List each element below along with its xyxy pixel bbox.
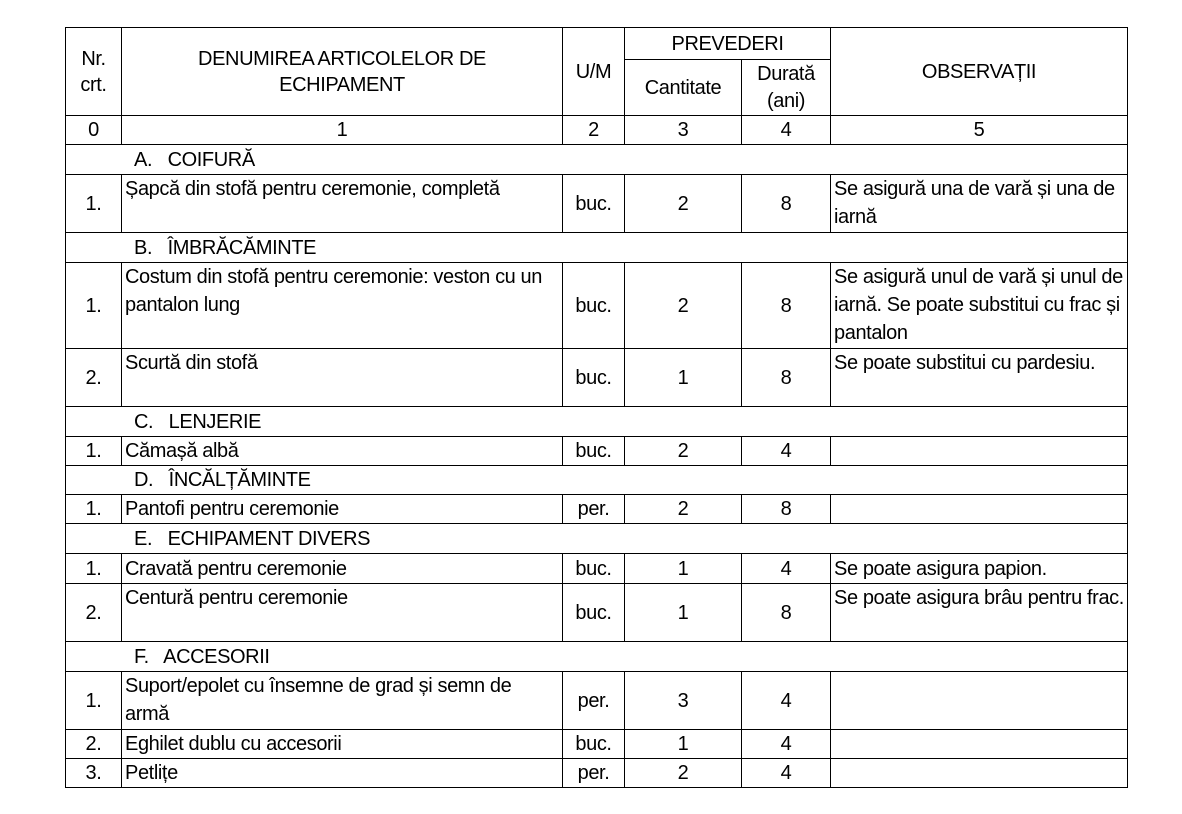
item-observations: Se asigură una de vară și una de iarnă bbox=[831, 175, 1128, 233]
item-name: Centură pentru ceremonie bbox=[122, 584, 563, 642]
item-quantity: 1 bbox=[625, 584, 742, 642]
item-duration: 4 bbox=[742, 759, 831, 788]
item-name: Cravată pentru ceremonie bbox=[122, 554, 563, 584]
header-denumire: DENUMIREA ARTICOLELOR DE ECHIPAMENT bbox=[122, 28, 563, 116]
item-observations bbox=[831, 759, 1128, 788]
section-label: D. ÎNCĂLȚĂMINTE bbox=[66, 466, 1128, 495]
item-name: Scurtă din stofă bbox=[122, 349, 563, 407]
item-quantity: 2 bbox=[625, 175, 742, 233]
table-body bbox=[66, 28, 1128, 788]
header-prevederi: PREVEDERI bbox=[625, 28, 831, 60]
item-nr: 1. bbox=[66, 263, 122, 349]
item-name: Suport/epolet cu însemne de grad și semn de armă bbox=[122, 672, 563, 730]
item-quantity: 3 bbox=[625, 672, 742, 730]
item-um: per. bbox=[563, 759, 625, 788]
section-label: A. COIFURĂ bbox=[66, 145, 1128, 175]
table-row bbox=[66, 495, 1128, 524]
header-row-1 bbox=[66, 28, 1128, 60]
item-quantity: 1 bbox=[625, 554, 742, 584]
index-cell-4: 4 bbox=[742, 116, 831, 145]
item-quantity: 1 bbox=[625, 730, 742, 759]
table-row bbox=[66, 672, 1128, 730]
item-observations: Se poate asigura brâu pentru frac. bbox=[831, 584, 1128, 642]
section-row bbox=[66, 407, 1128, 437]
table-row bbox=[66, 437, 1128, 466]
item-um: buc. bbox=[563, 175, 625, 233]
table-row bbox=[66, 730, 1128, 759]
table-row bbox=[66, 554, 1128, 584]
equipment-table bbox=[65, 27, 1128, 788]
table-row bbox=[66, 349, 1128, 407]
item-duration: 8 bbox=[742, 584, 831, 642]
item-um: buc. bbox=[563, 554, 625, 584]
item-quantity: 2 bbox=[625, 759, 742, 788]
item-quantity: 2 bbox=[625, 437, 742, 466]
header-nr-crt: Nr. crt. bbox=[66, 28, 122, 116]
item-nr: 1. bbox=[66, 437, 122, 466]
section-label: E. ECHIPAMENT DIVERS bbox=[66, 524, 1128, 554]
item-nr: 2. bbox=[66, 349, 122, 407]
item-observations: Se asigură unul de vară și unul de iarnă. Se poate substitui cu frac și pantalon bbox=[831, 263, 1128, 349]
table-row bbox=[66, 175, 1128, 233]
item-um: per. bbox=[563, 495, 625, 524]
index-cell-3: 3 bbox=[625, 116, 742, 145]
item-duration: 4 bbox=[742, 554, 831, 584]
header-um: U/M bbox=[563, 28, 625, 116]
item-um: buc. bbox=[563, 349, 625, 407]
section-row bbox=[66, 233, 1128, 263]
item-observations bbox=[831, 437, 1128, 466]
item-name: Cămașă albă bbox=[122, 437, 563, 466]
item-quantity: 2 bbox=[625, 495, 742, 524]
table-row bbox=[66, 263, 1128, 349]
item-nr: 2. bbox=[66, 584, 122, 642]
item-nr: 2. bbox=[66, 730, 122, 759]
item-name: Pantofi pentru ceremonie bbox=[122, 495, 563, 524]
item-name: Costum din stofă pentru ceremonie: veston cu un pantalon lung bbox=[122, 263, 563, 349]
header-observatii: OBSERVAȚII bbox=[831, 28, 1128, 116]
header-durata: Durată (ani) bbox=[742, 60, 831, 116]
section-row bbox=[66, 145, 1128, 175]
table-row bbox=[66, 759, 1128, 788]
item-observations bbox=[831, 730, 1128, 759]
section-row bbox=[66, 466, 1128, 495]
section-row bbox=[66, 642, 1128, 672]
item-nr: 1. bbox=[66, 495, 122, 524]
index-cell-1: 1 bbox=[122, 116, 563, 145]
item-quantity: 2 bbox=[625, 263, 742, 349]
index-cell-2: 2 bbox=[563, 116, 625, 145]
table-row bbox=[66, 584, 1128, 642]
item-duration: 8 bbox=[742, 263, 831, 349]
item-um: buc. bbox=[563, 263, 625, 349]
index-cell-5: 5 bbox=[831, 116, 1128, 145]
item-nr: 1. bbox=[66, 554, 122, 584]
index-cell-0: 0 bbox=[66, 116, 122, 145]
item-name: Șapcă din stofă pentru ceremonie, completă bbox=[122, 175, 563, 233]
item-duration: 8 bbox=[742, 349, 831, 407]
section-row bbox=[66, 524, 1128, 554]
section-label: B. ÎMBRĂCĂMINTE bbox=[66, 233, 1128, 263]
item-name: Petlițe bbox=[122, 759, 563, 788]
item-nr: 1. bbox=[66, 672, 122, 730]
item-duration: 4 bbox=[742, 437, 831, 466]
item-quantity: 1 bbox=[625, 349, 742, 407]
item-duration: 4 bbox=[742, 672, 831, 730]
header-cantitate: Cantitate bbox=[625, 60, 742, 116]
item-duration: 8 bbox=[742, 495, 831, 524]
item-um: buc. bbox=[563, 730, 625, 759]
item-um: per. bbox=[563, 672, 625, 730]
item-observations bbox=[831, 495, 1128, 524]
item-observations: Se poate asigura papion. bbox=[831, 554, 1128, 584]
item-um: buc. bbox=[563, 437, 625, 466]
index-row bbox=[66, 116, 1128, 145]
section-label: C. LENJERIE bbox=[66, 407, 1128, 437]
item-duration: 4 bbox=[742, 730, 831, 759]
item-um: buc. bbox=[563, 584, 625, 642]
section-label: F. ACCESORII bbox=[66, 642, 1128, 672]
item-name: Eghilet dublu cu accesorii bbox=[122, 730, 563, 759]
item-duration: 8 bbox=[742, 175, 831, 233]
item-nr: 1. bbox=[66, 175, 122, 233]
item-nr: 3. bbox=[66, 759, 122, 788]
item-observations bbox=[831, 672, 1128, 730]
item-observations: Se poate substitui cu pardesiu. bbox=[831, 349, 1128, 407]
